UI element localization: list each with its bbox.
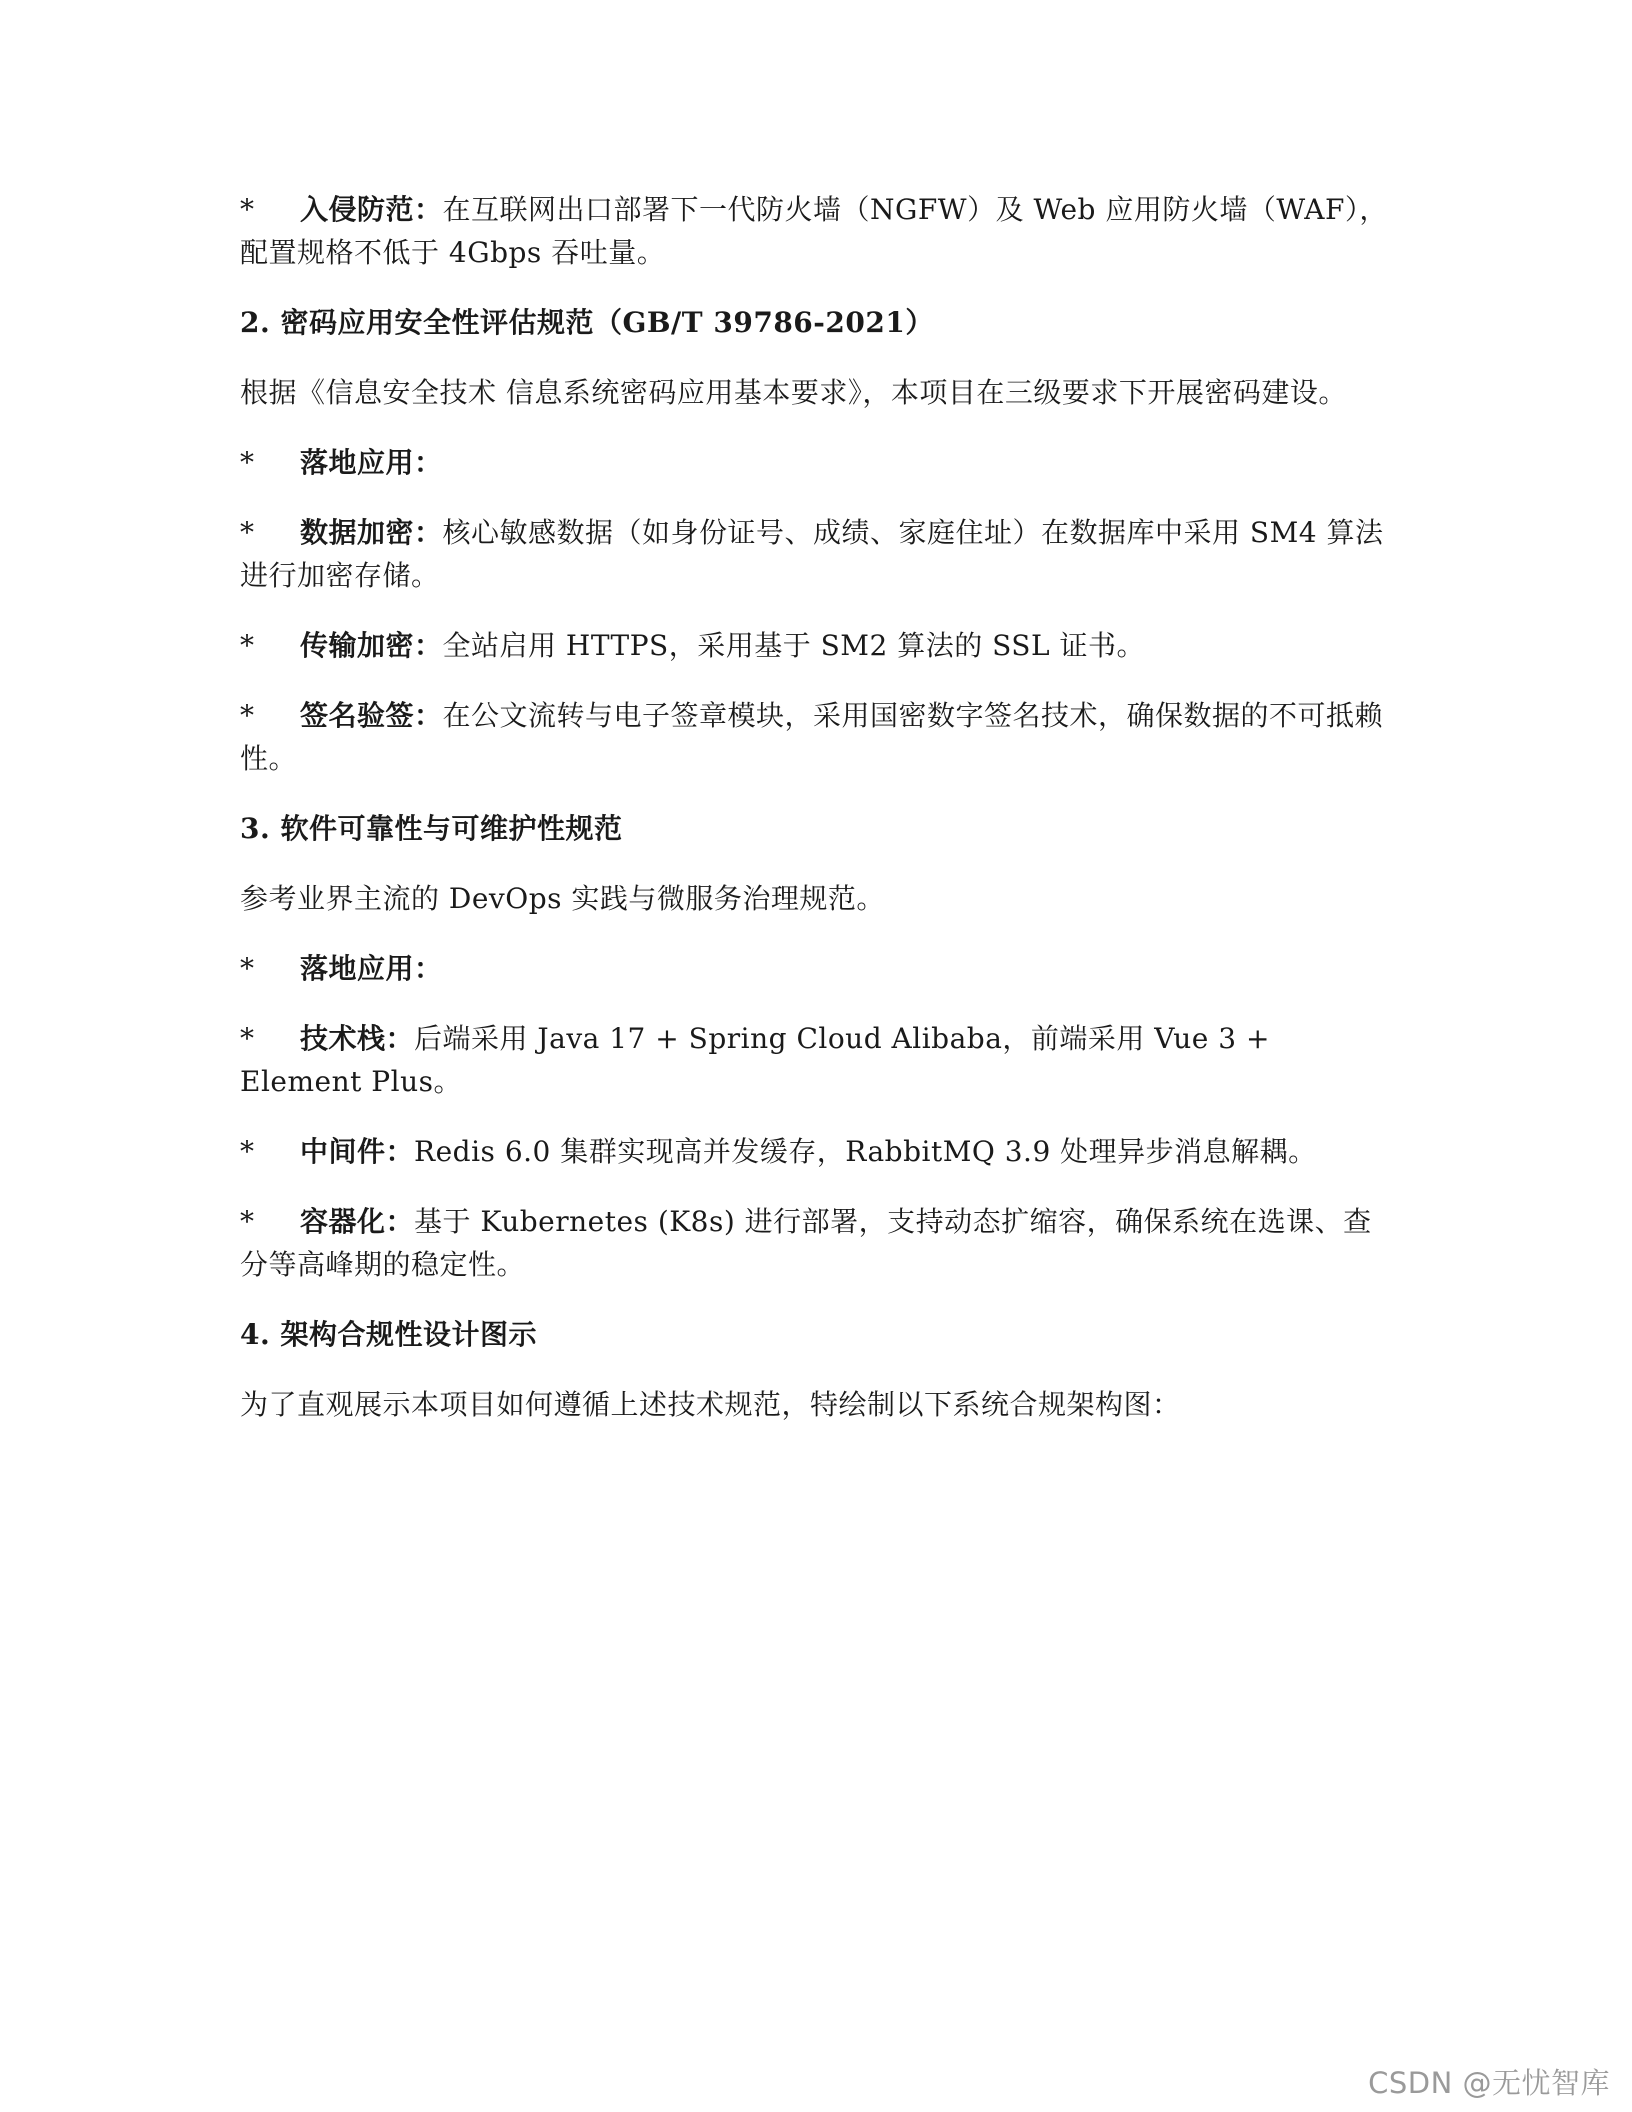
bullet-marker: * bbox=[240, 629, 255, 662]
paragraph-crypto-basis: 根据《信息安全技术 信息系统密码应用基本要求》，本项目在三级要求下开展密码建设。 bbox=[240, 376, 1347, 409]
section-heading-2: 2. 密码应用安全性评估规范（GB/T 39786-2021） bbox=[240, 306, 934, 339]
watermark: CSDN @无忧智库 bbox=[1368, 2066, 1610, 2100]
bullet-item-data-encryption bbox=[240, 511, 1390, 597]
bullet-marker: * bbox=[240, 699, 255, 732]
bullet-term: 数据加密： bbox=[300, 516, 443, 549]
bullet-term: 落地应用： bbox=[300, 446, 443, 479]
bullet-marker: * bbox=[240, 446, 255, 479]
bullet-text: 在公文流转与电子签章模块，采用国密数字签名技术，确保数据的不可抵赖性。 bbox=[240, 699, 1384, 775]
document-body bbox=[240, 188, 1390, 1453]
bullet-term: 容器化： bbox=[300, 1205, 415, 1238]
bullet-marker: * bbox=[240, 1022, 255, 1055]
bullet-item-signature bbox=[240, 694, 1390, 780]
bullet-marker: * bbox=[240, 1205, 255, 1238]
bullet-item-containerization bbox=[240, 1200, 1390, 1286]
bullet-item-transport-encryption bbox=[240, 624, 1390, 667]
bullet-text: 在互联网出口部署下一代防火墙（NGFW）及 Web 应用防火墙（WAF），配置规格不低于 4Gbps 吞吐量。 bbox=[240, 193, 1388, 269]
bullet-text: 基于 Kubernetes (K8s) 进行部署，支持动态扩缩容，确保系统在选课、查分等高峰期的稳定性。 bbox=[240, 1205, 1372, 1281]
bullet-marker: * bbox=[240, 193, 255, 226]
bullet-marker: * bbox=[240, 516, 255, 549]
bullet-term: 传输加密： bbox=[300, 629, 443, 662]
bullet-text: 后端采用 Java 17 + Spring Cloud Alibaba，前端采用 Vue 3 + Element Plus。 bbox=[240, 1022, 1270, 1098]
bullet-item-landing-app-1 bbox=[240, 441, 1390, 484]
bullet-item-middleware bbox=[240, 1130, 1390, 1173]
bullet-text: Redis 6.0 集群实现高并发缓存，RabbitMQ 3.9 处理异步消息解耦。 bbox=[414, 1135, 1317, 1168]
bullet-marker: * bbox=[240, 1135, 255, 1168]
bullet-text: 全站启用 HTTPS，采用基于 SM2 算法的 SSL 证书。 bbox=[442, 629, 1145, 662]
bullet-term: 中间件： bbox=[300, 1135, 415, 1168]
bullet-marker: * bbox=[240, 952, 255, 985]
bullet-term: 落地应用： bbox=[300, 952, 443, 985]
bullet-text: 核心敏感数据（如身份证号、成绩、家庭住址）在数据库中采用 SM4 算法进行加密存储。 bbox=[240, 516, 1384, 592]
bullet-term: 签名验签： bbox=[300, 699, 443, 732]
section-heading-4: 4. 架构合规性设计图示 bbox=[240, 1318, 537, 1351]
section-heading-3: 3. 软件可靠性与可维护性规范 bbox=[240, 812, 623, 845]
paragraph-devops-reference: 参考业界主流的 DevOps 实践与微服务治理规范。 bbox=[240, 882, 885, 915]
paragraph-architecture-intro: 为了直观展示本项目如何遵循上述技术规范，特绘制以下系统合规架构图： bbox=[240, 1388, 1181, 1421]
bullet-item-landing-app-2 bbox=[240, 947, 1390, 990]
bullet-term: 入侵防范： bbox=[300, 193, 443, 226]
bullet-term: 技术栈： bbox=[300, 1022, 415, 1055]
bullet-item-intrusion-prevention bbox=[240, 188, 1390, 274]
bullet-item-tech-stack bbox=[240, 1017, 1390, 1103]
